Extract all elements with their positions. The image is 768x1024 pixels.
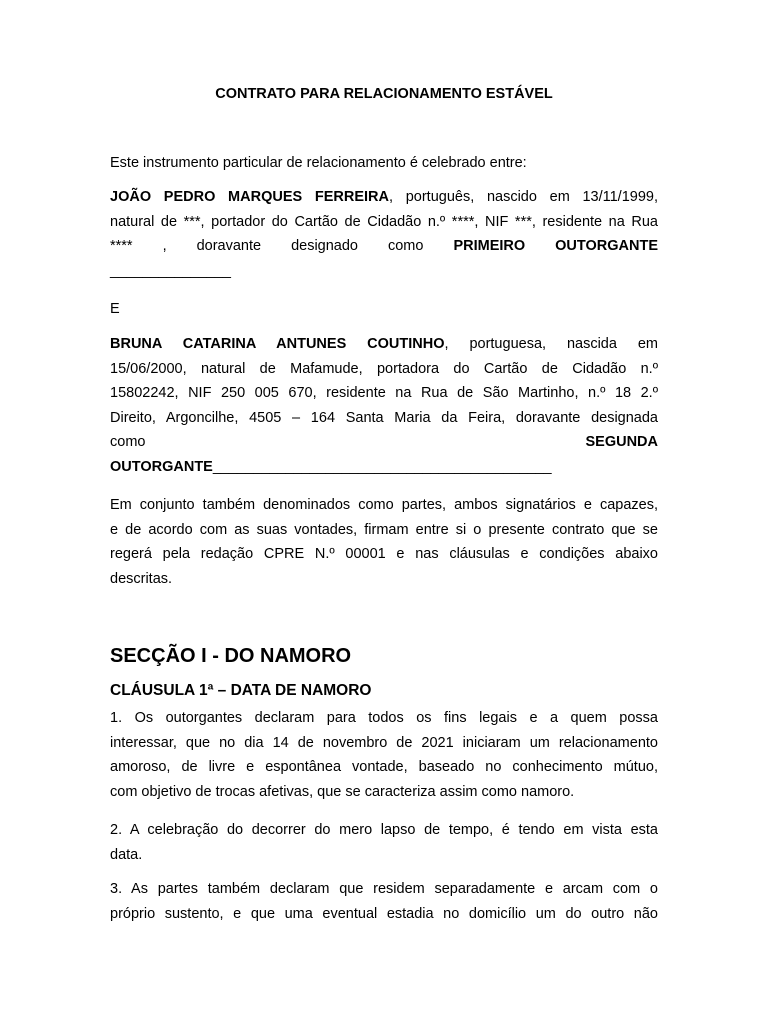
parties-paragraph — [110, 493, 658, 591]
first-party-paragraph — [110, 185, 658, 283]
clause-paragraph-1 — [110, 706, 658, 804]
first-party-designation: **** , doravante designado como — [110, 238, 424, 254]
clause-paragraph-2 — [110, 818, 658, 867]
parties-line: e de acordo com as suas vontades, firmam entre si o presente contrato que se — [110, 521, 658, 538]
second-party-role-b: OUTORGANTE — [110, 458, 213, 475]
first-party-line-3 — [110, 234, 658, 259]
document-title: CONTRATO PARA RELACIONAMENTO ESTÁVEL — [215, 86, 553, 102]
second-party-role-a: SEGUNDA — [585, 434, 658, 450]
clause-heading: CLÁUSULA 1ª – DATA DE NAMORO — [110, 682, 372, 699]
second-party-details: , portuguesa, nascida em — [444, 336, 659, 352]
clause-line: amoroso, de livre e espontânea vontade, baseado no conhecimento mútuo, — [110, 759, 658, 775]
clause-line: interessar, que no dia 14 de novembro de 2021 iniciaram um relacionamento — [110, 734, 658, 751]
second-party-line-3: 15802242, NIF 250 005 670, residente na Rua de São Martinho, n.º 18 2.º — [110, 385, 658, 401]
first-party-line-2: natural de ***, portador do Cartão de Cidadão n.º ****, NIF ***, residente na Rua — [110, 213, 658, 230]
second-party-designation: como — [110, 434, 146, 450]
and-text: E — [110, 301, 120, 317]
second-party-line-5 — [110, 430, 658, 455]
clause-line: data. — [110, 846, 143, 863]
clause-line: 2. A celebração do decorrer do mero lapso de tempo, é tendo em vista esta — [110, 822, 658, 838]
first-party-details: , português, nascido em 13/11/1999, — [389, 189, 658, 205]
second-party-line-4: Direito, Argoncilhe, 4505 – 164 Santa Maria da Feira, doravante designada — [110, 409, 658, 426]
first-party-name: JOÃO PEDRO MARQUES FERREIRA — [110, 189, 389, 205]
second-party-name: BRUNA CATARINA ANTUNES COUTINHO — [110, 336, 445, 352]
parties-line: Em conjunto também denominados como partes, ambos signatários e capazes, — [110, 497, 658, 513]
clause-paragraph-3 — [110, 877, 658, 926]
second-party-underline: __________________________________________ — [212, 458, 552, 475]
first-party-line-1 — [110, 185, 658, 210]
clause-line: com objetivo de trocas afetivas, que se caracteriza assim como namoro. — [110, 783, 575, 800]
section-heading: SECÇÃO I - DO NAMORO — [110, 645, 352, 667]
intro-paragraph — [110, 151, 658, 176]
first-party-role: PRIMEIRO OUTORGANTE — [453, 238, 658, 254]
and-separator — [110, 297, 658, 322]
parties-line: descritas. — [110, 570, 173, 587]
parties-line: regerá pela redação CPRE N.º 00001 e nas cláusulas e condições abaixo — [110, 546, 658, 562]
second-party-line-1 — [110, 332, 658, 357]
first-party-underline: _______________ — [110, 262, 231, 279]
second-party-line-2: 15/06/2000, natural de Mafamude, portadora do Cartão de Cidadão n.º — [110, 360, 658, 377]
second-party-paragraph — [110, 332, 658, 479]
clause-line: próprio sustento, e que uma eventual estadia no domicílio um do outro não — [110, 905, 658, 922]
intro-text: Este instrumento particular de relacionamento é celebrado entre: — [110, 155, 527, 171]
clause-line: 1. Os outorgantes declaram para todos os fins legais e a quem possa — [110, 710, 658, 726]
second-party-line-6 — [110, 455, 658, 480]
clause-line: 3. As partes também declaram que residem separadamente e arcam com o — [110, 881, 658, 897]
